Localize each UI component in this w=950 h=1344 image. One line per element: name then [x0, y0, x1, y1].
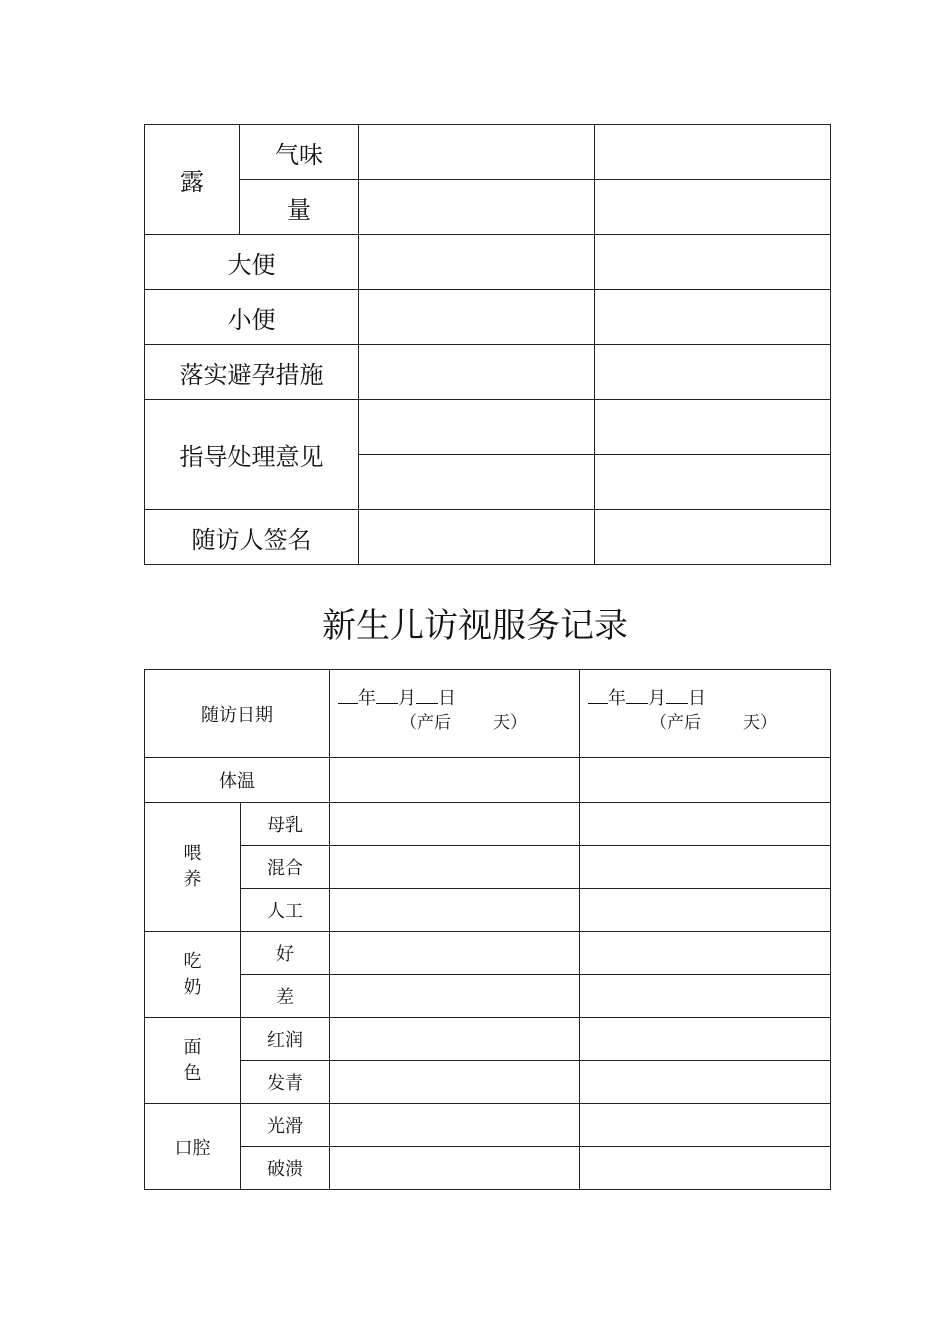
postpartum-open: （产后 [650, 713, 701, 733]
complexion-rosy-visit2-cell[interactable] [580, 1018, 831, 1061]
postpartum-open: （产后 [400, 713, 451, 733]
artificial-feeding-label: 人工 [241, 889, 330, 932]
mixed-feeding-label: 混合 [241, 846, 330, 889]
artificial-visit2-cell[interactable] [580, 889, 831, 932]
lochia-label: 露 [145, 125, 240, 235]
stool-visit1-cell[interactable] [359, 235, 595, 290]
mixed-visit2-cell[interactable] [580, 846, 831, 889]
suckling-poor-visit2-cell[interactable] [580, 975, 831, 1018]
oral-ulcerated-visit2-cell[interactable] [580, 1147, 831, 1190]
visit-date-cell-1[interactable] [330, 670, 580, 758]
guidance-visit2-cell-a[interactable] [595, 400, 831, 455]
month-char: 月 [398, 688, 416, 709]
stool-label: 大便 [145, 235, 359, 290]
complexion-cyanotic-label: 发青 [241, 1061, 330, 1104]
month-char: 月 [648, 688, 666, 709]
lochia-amount-label: 量 [240, 180, 359, 235]
guidance-visit2-cell-b[interactable] [595, 455, 831, 510]
day-char: 日 [688, 688, 706, 709]
guidance-visit1-cell-a[interactable] [359, 400, 595, 455]
feeding-label: 喂 养 [145, 803, 241, 932]
oral-smooth-label: 光滑 [241, 1104, 330, 1147]
urine-visit1-cell[interactable] [359, 290, 595, 345]
complexion-label: 面 色 [145, 1018, 241, 1104]
suckling-poor-visit1-cell[interactable] [330, 975, 580, 1018]
urine-visit2-cell[interactable] [595, 290, 831, 345]
day-blank[interactable] [416, 689, 438, 704]
oral-ulcerated-label: 破溃 [241, 1147, 330, 1190]
visit-date-label: 随访日期 [145, 670, 330, 758]
complexion-rosy-visit1-cell[interactable] [330, 1018, 580, 1061]
newborn-visit-table [144, 669, 831, 1190]
contraception-visit1-cell[interactable] [359, 345, 595, 400]
oral-smooth-visit2-cell[interactable] [580, 1104, 831, 1147]
contraception-visit2-cell[interactable] [595, 345, 831, 400]
suckling-label: 吃 奶 [145, 932, 241, 1018]
postpartum-visit-table-continued [144, 124, 831, 565]
contraception-label: 落实避孕措施 [145, 345, 359, 400]
temperature-label: 体温 [145, 758, 330, 803]
year-blank[interactable] [588, 689, 608, 704]
month-blank[interactable] [626, 689, 648, 704]
signature-label: 随访人签名 [145, 510, 359, 565]
lochia-amount-visit2-cell[interactable] [595, 180, 831, 235]
lochia-amount-visit1-cell[interactable] [359, 180, 595, 235]
artificial-visit1-cell[interactable] [330, 889, 580, 932]
suckling-good-visit2-cell[interactable] [580, 932, 831, 975]
complexion-rosy-label: 红润 [241, 1018, 330, 1061]
guidance-label: 指导处理意见 [145, 400, 359, 510]
lochia-smell-visit2-cell[interactable] [595, 125, 831, 180]
day-char: 日 [438, 688, 456, 709]
guidance-visit1-cell-b[interactable] [359, 455, 595, 510]
lochia-smell-visit1-cell[interactable] [359, 125, 595, 180]
temperature-visit2-cell[interactable] [580, 758, 831, 803]
stool-visit2-cell[interactable] [595, 235, 831, 290]
year-blank[interactable] [338, 689, 358, 704]
oral-ulcerated-visit1-cell[interactable] [330, 1147, 580, 1190]
signature-visit1-cell[interactable] [359, 510, 595, 565]
signature-visit2-cell[interactable] [595, 510, 831, 565]
breast-milk-visit2-cell[interactable] [580, 803, 831, 846]
day-blank[interactable] [666, 689, 688, 704]
year-char: 年 [358, 688, 376, 709]
oral-cavity-label: 口腔 [145, 1104, 241, 1190]
year-char: 年 [608, 688, 626, 709]
breast-milk-label: 母乳 [241, 803, 330, 846]
suckling-poor-label: 差 [241, 975, 330, 1018]
complexion-cyanotic-visit1-cell[interactable] [330, 1061, 580, 1104]
visit-date-cell-2[interactable] [580, 670, 831, 758]
oral-smooth-visit1-cell[interactable] [330, 1104, 580, 1147]
temperature-visit1-cell[interactable] [330, 758, 580, 803]
page-title: 新生儿访视服务记录 [322, 606, 628, 646]
month-blank[interactable] [376, 689, 398, 704]
mixed-visit1-cell[interactable] [330, 846, 580, 889]
urine-label: 小便 [145, 290, 359, 345]
postpartum-close: 天） [743, 713, 777, 733]
postpartum-close: 天） [493, 713, 527, 733]
suckling-good-label: 好 [241, 932, 330, 975]
complexion-cyanotic-visit2-cell[interactable] [580, 1061, 831, 1104]
breast-milk-visit1-cell[interactable] [330, 803, 580, 846]
suckling-good-visit1-cell[interactable] [330, 932, 580, 975]
lochia-smell-label: 气味 [240, 125, 359, 180]
